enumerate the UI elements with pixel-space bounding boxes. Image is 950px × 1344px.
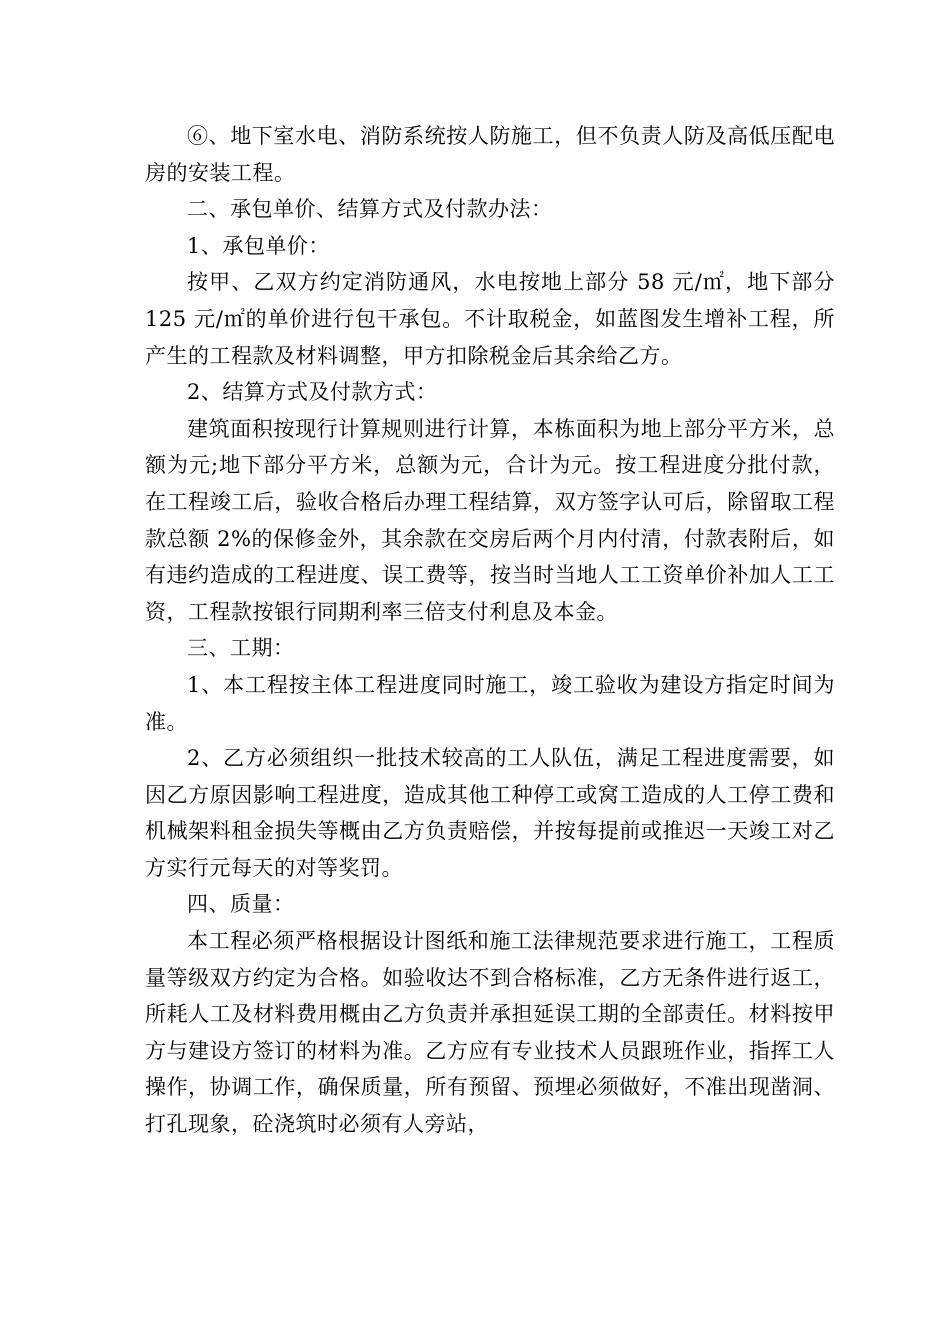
section-heading-contract-price: 二、承包单价、结算方式及付款办法： bbox=[187, 197, 553, 222]
document-body bbox=[145, 118, 835, 1143]
paragraph-schedule-2: 2、乙方必须组织一批技术较高的工人队伍，满足工程进度需要，如因乙方原因影响工程进度，造成其他工种停工或窝工造成的人工停工费和机械架料租金损失等概由乙方负责赔偿，并按每提前或推迟一天竣工对乙方实行元每天的对等奖罚。 bbox=[145, 746, 835, 880]
section-heading-quality: 四、质量： bbox=[187, 892, 295, 917]
subheading-unit-price: 1、承包单价： bbox=[187, 233, 330, 258]
paragraph-quality: 本工程必须严格根据设计图纸和施工法律规范要求进行施工，工程质量等级双方约定为合格。如验收达不到合格标准，乙方无条件进行返工，所耗人工及材料费用概由乙方负责并承担延误工期的全部责任。材料按甲方与建设方签订的材料为准。乙方应有专业技术人员跟班作业，指挥工人操作，协调工作，确保质量，所有预留、预埋必须做好，不准出现凿洞、打孔现象，砼浇筑时必须有人旁站， bbox=[145, 929, 835, 1137]
subheading-settlement: 2、结算方式及付款方式： bbox=[187, 380, 438, 405]
paragraph-unit-price: 按甲、乙双方约定消防通风，水电按地上部分 58 元/㎡，地下部分 125 元/㎡的单价进行包干承包。不计取税金，如蓝图发生增补工程，所产生的工程款及材料调整，甲方扣除税金后其余给乙方。 bbox=[145, 270, 835, 368]
paragraph-settlement: 建筑面积按现行计算规则进行计算，本栋面积为地上部分平方米，总额为元;地下部分平方米，总额为元，合计为元。按工程进度分批付款，在工程竣工后，验收合格后办理工程结算，双方签字认可后，除留取工程款总额 2%的保修金外，其余款在交房后两个月内付清，付款表附后，如有违约造成的工程进度、误工费等，按当时当地人工工资单价补加人工工资，工程款按银行同期利率三倍支付利息及本金。 bbox=[145, 416, 835, 624]
section-heading-schedule: 三、工期： bbox=[187, 636, 295, 661]
paragraph-schedule-1: 1、本工程按主体工程进度同时施工，竣工验收为建设方指定时间为准。 bbox=[145, 672, 835, 734]
paragraph-item-6-scope: ⑥、地下室水电、消防系统按人防施工，但不负责人防及高低压配电房的安装工程。 bbox=[145, 124, 835, 185]
